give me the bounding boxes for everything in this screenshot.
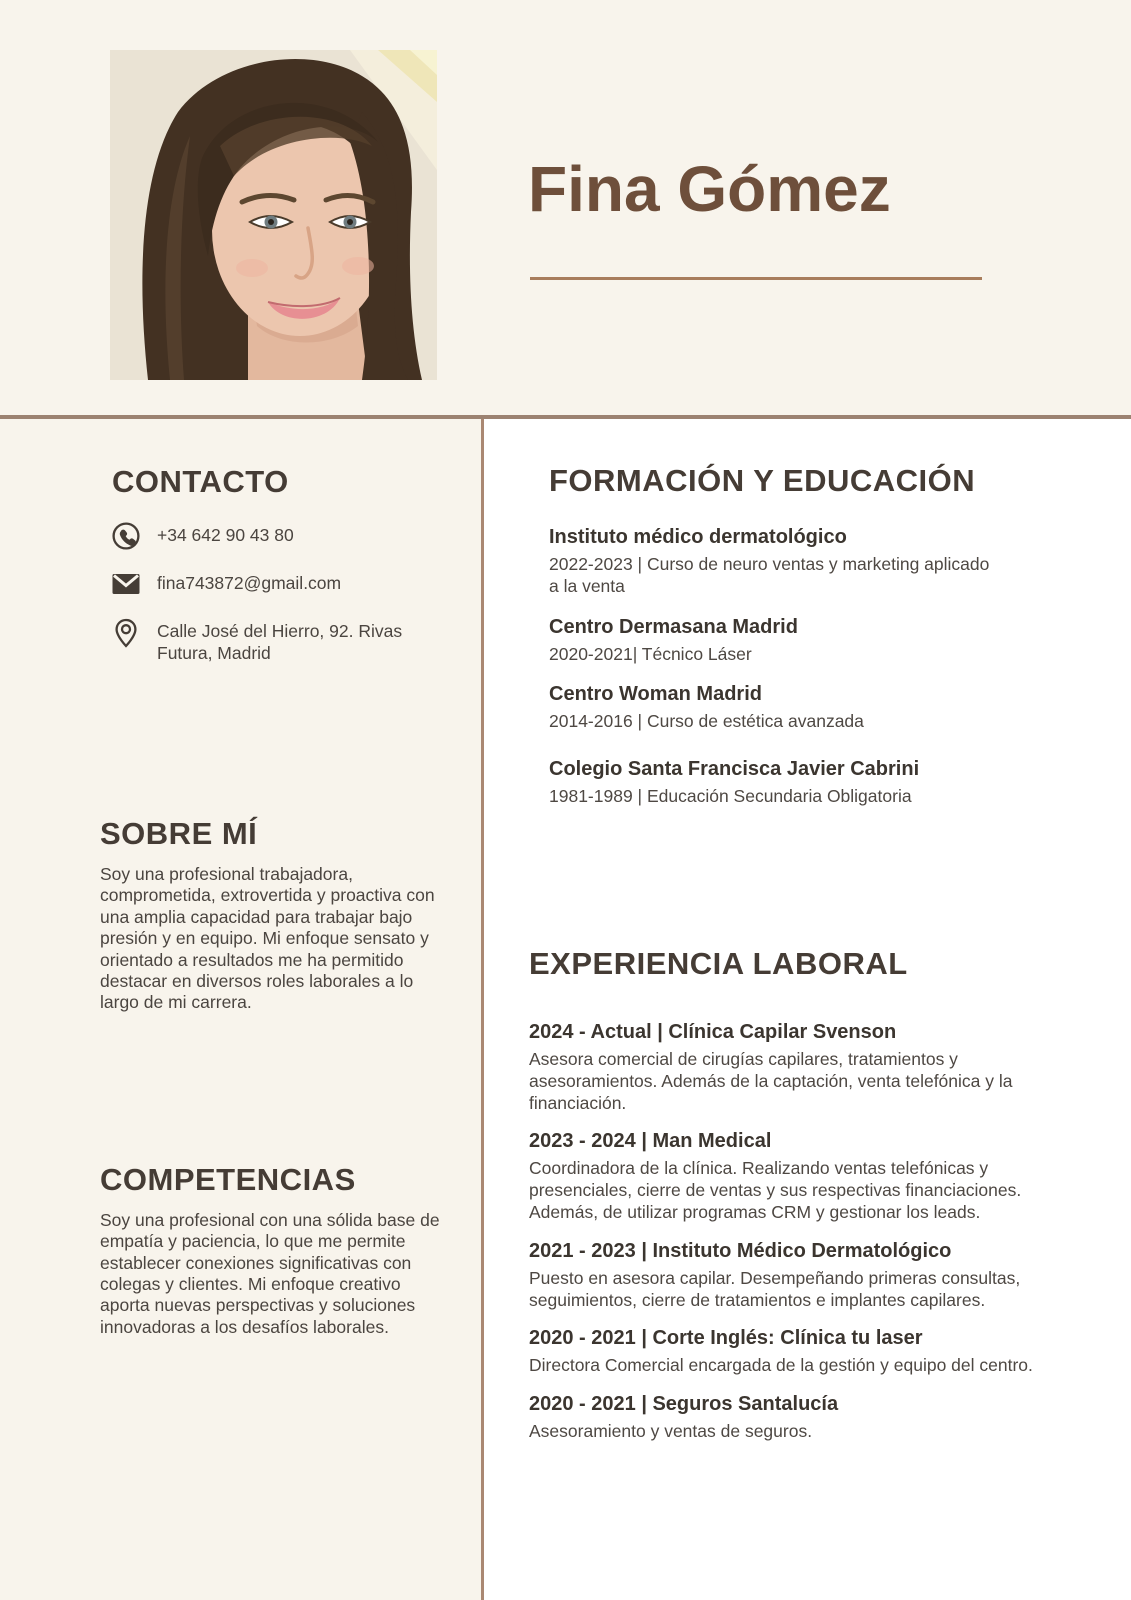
experience-entry xyxy=(529,1392,1094,1443)
contact-row-address xyxy=(112,618,461,664)
profile-photo xyxy=(110,50,437,380)
experience-entry-detail: Puesto en asesora capilar. Desempeñando primeras consultas, seguimientos, cierre de tratamientos e implantes capilares. xyxy=(529,1267,1021,1310)
contact-row-email xyxy=(112,570,461,598)
main-column xyxy=(484,419,1131,1600)
experience-entry-detail: Directora Comercial encargada de la gestión y equipo del centro. xyxy=(529,1355,1033,1376)
email-address: fina743872@gmail.com xyxy=(157,573,342,593)
experience-entry xyxy=(529,1239,1094,1312)
postal-address: Calle José del Hierro, 92. Rivas Futura, Madrid xyxy=(157,621,403,663)
education-entry-title: Colegio Santa Francisca Javier Cabrini xyxy=(549,758,920,781)
education-entry-detail: 2022-2023 | Curso de neuro ventas y marketing aplicado a la venta xyxy=(549,554,990,596)
portrait-illustration xyxy=(110,50,437,380)
education-entry-detail: 2020-2021| Técnico Láser xyxy=(549,643,752,664)
education-entry-title: Centro Dermasana Madrid xyxy=(549,615,798,638)
education-entries xyxy=(549,525,999,808)
contact-row-phone xyxy=(112,522,461,550)
cv-header xyxy=(0,0,1131,415)
education-entry-detail: 1981-1989 | Educación Secundaria Obligatoria xyxy=(549,786,912,807)
email-icon xyxy=(112,570,140,598)
experience-entry-title: 2020 - 2021 | Corte Inglés: Clínica tu laser xyxy=(529,1327,923,1350)
experience-section xyxy=(529,945,1094,1443)
experience-entry xyxy=(529,1020,1094,1114)
experience-entry-detail: Coordinadora de la clínica. Realizando ventas telefónicas y presenciales, cierre de ventas y sus respectivas financiaciones. Además, de utilizar programas CRM y gestionar los leads. xyxy=(529,1158,1022,1222)
education-entry-detail: 2014-2016 | Curso de estética avanzada xyxy=(549,711,864,732)
education-entry xyxy=(549,757,999,808)
education-entry-title: Centro Woman Madrid xyxy=(549,683,762,706)
phone-icon xyxy=(112,522,140,550)
experience-entries xyxy=(529,1020,1094,1443)
experience-entry-title: 2020 - 2021 | Seguros Santalucía xyxy=(529,1393,839,1416)
content-columns xyxy=(0,419,1131,1600)
experience-entry xyxy=(529,1326,1094,1377)
experience-entry-detail: Asesora comercial de cirugías capilares, tratamientos y asesoramientos. Además de la captación, venta telefónica y la financiación. xyxy=(529,1048,1013,1113)
education-entry xyxy=(549,615,999,666)
name-underline xyxy=(530,277,982,280)
contact-list xyxy=(112,522,461,664)
contact-heading: CONTACTO xyxy=(112,464,289,499)
left-sidebar xyxy=(0,419,481,1600)
person-name: Fina Gómez xyxy=(528,153,891,225)
education-entry xyxy=(549,525,999,598)
about-section xyxy=(0,684,481,1014)
education-section xyxy=(549,465,999,808)
experience-heading: EXPERIENCIA LABORAL xyxy=(529,945,908,981)
phone-number: +34 642 90 43 80 xyxy=(157,525,294,545)
experience-entry-title: 2024 - Actual | Clínica Capilar Svenson xyxy=(529,1020,897,1043)
experience-entry-title: 2023 - 2024 | Man Medical xyxy=(529,1130,772,1153)
about-heading: SOBRE MÍ xyxy=(100,816,258,851)
experience-entry-title: 2021 - 2023 | Instituto Médico Dermatológico xyxy=(529,1239,952,1262)
location-icon xyxy=(112,618,140,646)
education-entry xyxy=(549,682,999,733)
about-text: Soy una profesional trabajadora, comprometida, extrovertida y proactiva con una amplia capacidad para trabajar bajo presión y en equipo. Mi enfoque sensato y orientado a resultados me ha permitido destacar en diversos roles laborales a lo largo de mi carrera. xyxy=(100,864,435,1013)
skills-heading: COMPETENCIAS xyxy=(100,1161,356,1197)
experience-entry xyxy=(529,1129,1094,1223)
contact-section xyxy=(0,419,481,664)
skills-section xyxy=(0,1014,481,1338)
education-entry-title: Instituto médico dermatológico xyxy=(549,526,847,548)
experience-entry-detail: Asesoramiento y ventas de seguros. xyxy=(529,1421,813,1442)
education-heading: FORMACIÓN Y EDUCACIÓN xyxy=(549,463,976,498)
skills-text: Soy una profesional con una sólida base de empatía y paciencia, lo que me permite establecer conexiones significativas con colegas y clientes. Mi enfoque creativo aporta nuevas perspectivas y soluciones innovadoras a los desafíos laborales. xyxy=(100,1209,440,1337)
